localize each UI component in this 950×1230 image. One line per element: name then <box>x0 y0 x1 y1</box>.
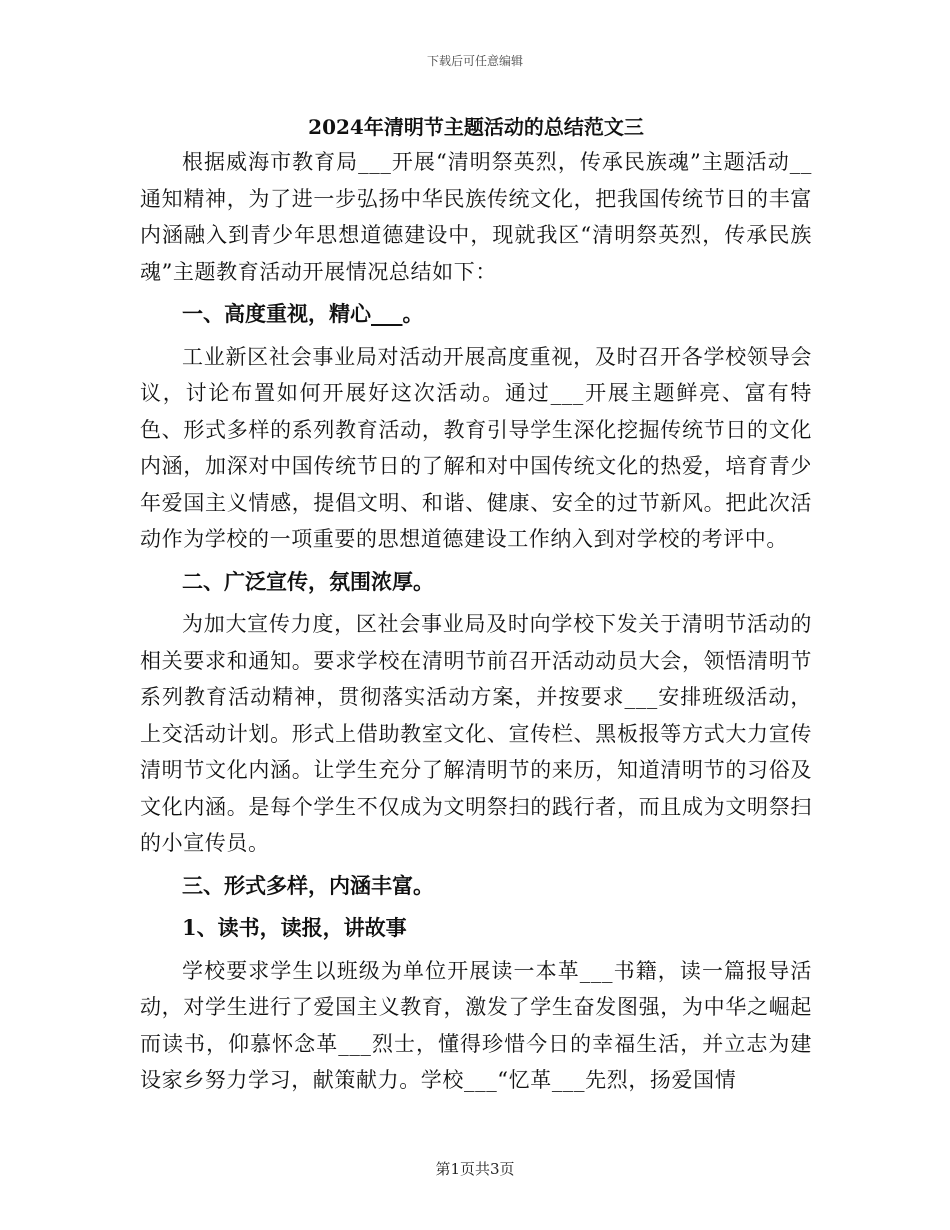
section-3-subheading: 1、读书，读报，讲故事 <box>182 915 407 940</box>
section-1-heading: 一、高度重视，精心___。 <box>182 301 424 326</box>
section-2-heading: 二、广泛宣传，氛围浓厚。 <box>182 568 434 594</box>
document-title: 2024年清明节主题活动的总结范文三 <box>308 115 644 139</box>
page-header-note: 下载后可任意编辑 <box>426 54 523 68</box>
section-2-paragraph: 为加大宣传力度，区社会事业局及时向学校下发关于清明节活动的相关要求和通知。要求学校在清明节前召开活动动员大会，领悟清明节系列教育活动精神，贯彻落实活动方案，并按要求___安排班级活动，上交活动计划。形式上借助教室文化、宣传栏、黑板报等方式大力宣传清明节文化内涵。让学生充分了解清明节的来历，知道清明节的习俗及文化内涵。是每个学生不仅成为文明祭扫的践行者，而且成为文明祭扫的小宣传员。 <box>140 612 812 855</box>
page-number-footer: 第1页共3页 <box>435 1160 515 1178</box>
section-3-heading: 三、形式多样，内涵丰富。 <box>182 872 434 898</box>
document-body <box>140 110 812 1099</box>
intro-paragraph: 根据威海市教育局___开展“清明祭英烈，传承民族魂”主题活动__通知精神，为了进一步弘扬中华民族传统文化，把我国传统节日的丰富内涵融入到青少年思想道德建设中，现就我区“清明祭英烈，传承民族魂”主题教育活动开展情况总结如下： <box>140 150 812 284</box>
section-3-paragraph: 学校要求学生以班级为单位开展读一本革___书籍，读一篇报导活动，对学生进行了爱国主义教育，激发了学生奋发图强，为中华之崛起而读书，仰慕怀念革___烈士，懂得珍惜今日的幸福生活，并立志为建设家乡努力学习，献策献力。学校___“忆革___先烈，扬爱国情 <box>140 958 812 1092</box>
section-1-paragraph: 工业新区社会事业局对活动开展高度重视，及时召开各学校领导会议，讨论布置如何开展好这次活动。通过___开展主题鲜亮、富有特色、形式多样的系列教育活动，教育引导学生深化挖掘传统节日的文化内涵，加深对中国传统节日的了解和对中国传统文化的热爱，培育青少年爱国主义情感，提倡文明、和谐、健康、安全的过节新风。把此次活动作为学校的一项重要的思想道德建设工作纳入到对学校的考评中。 <box>140 344 812 551</box>
